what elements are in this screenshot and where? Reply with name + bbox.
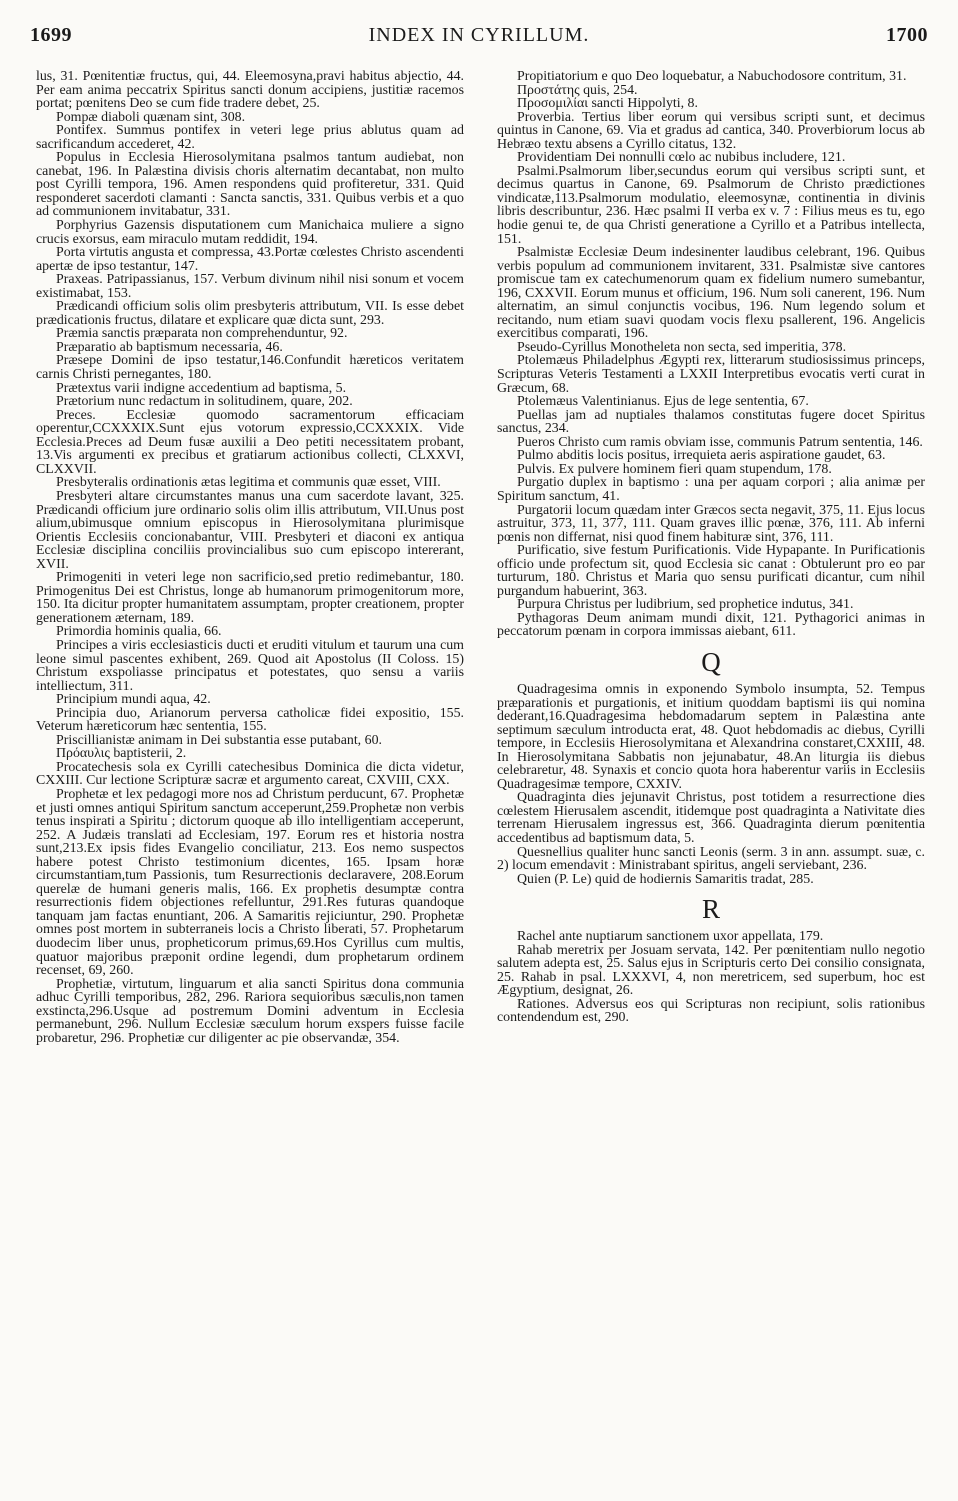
index-entry: Prætorium nunc redactum in solitudinem, quare, 202. [56,394,353,410]
index-entry: Populus in Ecclesia Hierosolymitana psalmos tantum audiebat, non canebat, 196. In Palæstina divisis choris alternatim decantabat, non multo post Cyrilli tempora, 196. Amen respondens quid profiteretur, 331. Quid responderet sacerdoti clamanti : Sancta sanctis, 331. Quibus verbis et a quo ad communionem invitabatur, 331. [36,150,464,220]
index-entry: Praxeas. Patripassianus, 157. Verbum divinum nihil nisi sonum et vocem existimabat, 153. [36,272,464,301]
running-title: INDEX IN CYRILLUM. [368,24,590,46]
page-number-left: 1699 [30,24,72,46]
right-column [497,70,925,1490]
section-letter-q: Q [701,646,721,677]
index-entry: Presbyteralis ordinationis ætas legitima et communis quæ esset, VIII. [56,475,441,491]
index-entry: Puellas jam ad nuptiales thalamos constitutas fugere docet Spiritus sanctus, 234. [497,407,925,437]
index-entry: Principium mundi aqua, 42. [56,692,211,708]
index-entry: Proverbia. Tertius liber eorum qui versibus scripti sunt, et decimus quintus in Canone, 69. Via et gradus ad cantica, 340. Proverbiorum locus ab Hebræo textu absens a Cyrillo citatus, 132. [497,109,925,152]
index-entry: Psalmi.Psalmorum liber,secundus eorum qui versibus scripti sunt, et decimus quartus in Canone, 69. Psalmorum de Christo prædictiones vindicatæ,113.Psalmorum modulatio, eleemosynæ, continentia in divinis libris describuntur, 236. Hæc psalmi II verba ex v. 7 : Filius meus es tu, ego hodie genui te, de qua Christi generatione a Cyrillo et a Patribus intellecta, 151. [497,163,925,247]
index-entry: Προστάτης quis, 254. [517,82,638,98]
index-entry: Præparatio ab baptismum necessaria, 46. [56,339,283,355]
index-entry: Πρόαυλις baptisterii, 2. [56,746,187,762]
index-entry: Rationes. Adversus eos qui Scripturas non recipiunt, solis rationibus contendendum est, 290. [497,996,925,1026]
index-entry: Preces. Ecclesiæ quomodo sacramentorum efficaciam operentur,CCXXXIX.Sunt ejus votorum expressio,CCXXXIX. Vide Ecclesia.Preces ad Deum fusæ auxilii a Deo petiti necessitatem probant, 13.Vis argumenti ex precibus et gratiarum actionibus collecti, CLXXVI, CLXXVII. [36,407,464,477]
index-entry: Prophetæ et lex pedagogi more nos ad Christum perducunt, 67. Prophetæ et justi omnes antiqui Spiritum sanctum acceperunt,259.Prophetæ non verbis tenus inspirati a Spiritu ; dictorum quoque ab illo intelligentiam acceperunt, 252. A Judæis translati ad Ecclesiam, 197. Eorum res et historia nostra sunt,213.Ex ipsis fides Evangelio conciliatur, 213. Eos nemo suspectos habere potest Christo testimonium dicentes, 165. Ipsam horæ circumstantiam,tum Passionis, tum Resurrectionis declaravere, 208.Eorum querelæ de humani generis malis, 166. Ex prophetis desumptæ contra resurrectionis fidem objectiones refelluntur, 291.Res futuras quandoque tanquam jam factas enuntiant, 206. A Samaritis rejiciuntur, 290. Prophetæ omnes post mortem in subterraneis locis a Christo liberati, 57. Prophetarum duodecim liber unus, propheticorum primus,69.Hos Cyrillus cum multis, quatuor majoribus præponit ordine legendi, dum prophetarum ordinem recenset, 69, 260. [36,786,464,979]
index-entry: Ptolemæus Valentinianus. Ejus de lege sententia, 67. [517,394,809,410]
index-entry: Purificatio, sive festum Purificationis. Vide Hypapante. In Purificationis officio unde profectum sit, quod Ecclesia sic canat : Obtulerunt pro eo par turturum, 180. Christus et Maria quo sensu purificati dicantur, cum nihil purgandum habuerint, 363. [497,543,925,599]
index-entry: lus, 31. Pœnitentiæ fructus, qui, 44. Eleemosyna,pravi habitus abjectio, 44. Per eam anima peccatrix Spiritus sancti donum accipiens, justitiæ racemos portat; pœnitens Deo se cum fide tradere debet, 25. [36,70,464,112]
index-entry: Prætextus varii indigne accedentium ad baptisma, 5. [56,380,347,396]
index-entry: Pseudo-Cyrillus Monotheleta non secta, sed imperitia, 378. [517,339,847,355]
left-column [36,70,464,1490]
index-entry: Porta virtutis angusta et compressa, 43.Portæ cœlestes Christo ascendenti apertæ de ipso testantur, 147. [36,245,464,274]
page-number-right: 1700 [886,24,928,46]
index-entry: Prædicandi officium solis olim presbyteris attributum, VII. Is esse debet prædicationis fructus, dilatare et explicare quæ dicta sunt, 293. [36,299,464,328]
index-entry: Quadraginta dies jejunavit Christus, post totidem a resurrectione dies cœlestem Hierusalem ascendit, itidemque post quadraginta a Nativitate dies terrenam Hierusalem ingressus est, 366. Quadraginta dierum pœnitentia accedentibus ad baptismum data, 5. [497,790,925,846]
index-entry: Quadragesima omnis in exponendo Symbolo insumpta, 52. Tempus præparationis et purgationis, et initium quoddam baptismi iis qui nomina dederant,16.Quadragesima hebdomadarum septem in Palæstina ante septimum sæculum introducta erat, 48. Quot hebdomadis ac diebus, Cyrilli tempore, in Ecclesiis Hierosolymitana et Alexandrina constaret,CXXIII, 48. In Hierosolymitana Sabbatis non jejunabatur, 48.An liturgia iis diebus celebraretur, 48. Synaxis et concio quota hora haberentur variis in Ecclesiis Quadragesimæ tempore, CXXIV. [497,681,925,792]
index-entry: Προσομιλίαι sancti Hippolyti, 8. [517,96,698,112]
index-entry: Præsepe Domini de ipso testatur,146.Confundit hæreticos veritatem carnis Christi pernegantes, 180. [36,353,464,383]
index-entry: Rahab meretrix per Josuam servata, 142. Per pœnitentiam nullo negotio salutem adepta est, 25. Salus ejus in Scripturis certo Dei consilio consignata, 25. Rahab in psal. LXXXVI, 4, non meretricem, sed superbum, hoc est Ægyptium, designat, 26. [497,942,925,999]
index-entry: Pythagoras Deum animam mundi dixit, 121. Pythagorici animas in peccatorum pœnam in corpora immissas aiebant, 611. [497,610,925,640]
index-entry: Presbyteri altare circumstantes manus una cum sacerdote lavant, 325. Prædicandi officium jure ordinario solis olim illis attributum, VII.Unus post alium,ubimusque omnium episcopus in Hierosolymitana plurimisque Orientis Ecclesiis concionabantur, VIII. Presbyteri et diaconi ex antiqua Ecclesiæ disciplina conciliis provincialibus suo cum episcopo intererant, XVII. [36,488,464,572]
index-entry: Primogeniti in veteri lege non sacrificio,sed pretio redimebantur, 180. Primogenitus Dei est Christus, longe ab humanorum primogenitorum more, 150. Ita dicitur propter humanitatem assumptam, propter creationem, propter generationem æternam, 189. [36,570,464,626]
index-entry: Porphyrius Gazensis disputationem cum Manichaica muliere a signo crucis exorsus, eam miraculo mutam reddidit, 194. [36,218,464,247]
index-entry: Purgatorii locum quædam inter Græcos secta negavit, 375, 11. Ejus locus astruitur, 373, 11, 377, 111. Quam graves illic pœnæ, 376, 111. Ab inferni pœnis non differnat, nisi quod finem habituræ sint, 376, 111. [497,502,925,545]
index-entry: Ptolemæus Philadelphus Ægypti rex, litterarum studiosissimus princeps, Scripturas Veteris Testamenti a LXXII Interpretibus evocatis verti curat in Græcum, 68. [497,353,925,396]
index-entry: Quien (P. Le) quid de hodiernis Samaritis tradat, 285. [517,871,814,887]
index-entry: Pulmo abditis locis positus, irrequieta aeris aspiratione gaudet, 63. [517,448,886,464]
index-entry: Principes a viris ecclesiasticis ducti et eruditi vitulum et taurum una cum leone simul pascentes exhibent, 269. Quod ait Apostolus (II Coloss. 15) Christum exspoliasse principatus et potestates, quo sensu a variis intelliectum, 311. [36,637,464,694]
index-entry: Priscillianistæ animam in Dei substantia esse putabant, 60. [56,732,382,748]
index-entry: Principia duo, Arianorum perversa catholicæ fidei expositio, 155. Veterum hæreticorum hæc sententia, 155. [36,705,464,735]
index-entry: Pulvis. Ex pulvere hominem fieri quam stupendum, 178. [517,461,832,477]
index-entry: Prophetiæ, virtutum, linguarum et alia sancti Spiritus dona communia adhuc Cyrilli temporibus, 282, 296. Rariora sequioribus sæculis,non tamen exstincta,296.Usque ad postremum Domini adventum in Ecclesia permanebunt, 296. Nullum Ecclesiæ sæculum horum exspers fuisse facile probaretur, 296. Prophetiæ cur diligenter ac pie observandæ, 354. [36,976,464,1046]
section-letter-r: R [701,894,720,925]
index-entry: Primordia hominis qualia, 66. [56,624,222,640]
index-entry: Purgatio duplex in baptismo : una per aquam corpori ; alia animæ per Spiritum sanctum, 41. [497,475,925,504]
index-entry: Providentiam Dei nonnulli cœlo ac nubibus includere, 121. [517,150,846,166]
index-entry: Quesnellius qualiter hunc sancti Leonis (serm. 3 in ann. assumpt. suæ, c. 2) locum emendavit : Ministrabant spiritus, angeli serviebant, 236. [497,844,925,874]
page-header [30,24,928,58]
index-entry: Purpura Christus per ludibrium, sed prophetice indutus, 341. [517,597,854,613]
index-entry: Psalmistæ Ecclesiæ Deum indesinenter laudibus celebrant, 196. Quibus verbis populum ad communionem invitarent, 331. Psalmistæ sive cantores promiscue tam ex catechumenorum quam ex fidelium numero sumebantur, 196, CXXVII. Eorum munus et officium, 196. Num soli canerent, 196. Num alternatim, an simul conjunctis vocibus, 196. Num legendo solum et recitando, num etiam suavi quodam vocis flexu psallerent, 196. Angelicis exercitibus comparati, 196. [497,245,925,342]
index-entry: Præmia sanctis præparata non comprehenduntur, 92. [56,326,348,342]
index-entry: Pontifex. Summus pontifex in veteri lege prius ablutus quam ad sacrificandum accederet, 42. [36,123,464,152]
index-entry: Pueros Christo cum ramis obviam isse, communis Patrum sententia, 146. [517,434,923,450]
index-entry: Rachel ante nuptiarum sanctionem uxor appellata, 179. [517,929,824,945]
index-entry: Propitiatorium e quo Deo loquebatur, a Nabuchodosore contritum, 31. [517,70,907,84]
index-entry: Procatechesis sola ex Cyrilli catechesibus Dominica die dicta videtur, CXXIII. Cur lectione Scripturæ sacræ et argumento careat, CXVIII, CXX. [36,759,464,789]
index-entry: Pompæ diaboli quænam sint, 308. [56,109,246,125]
